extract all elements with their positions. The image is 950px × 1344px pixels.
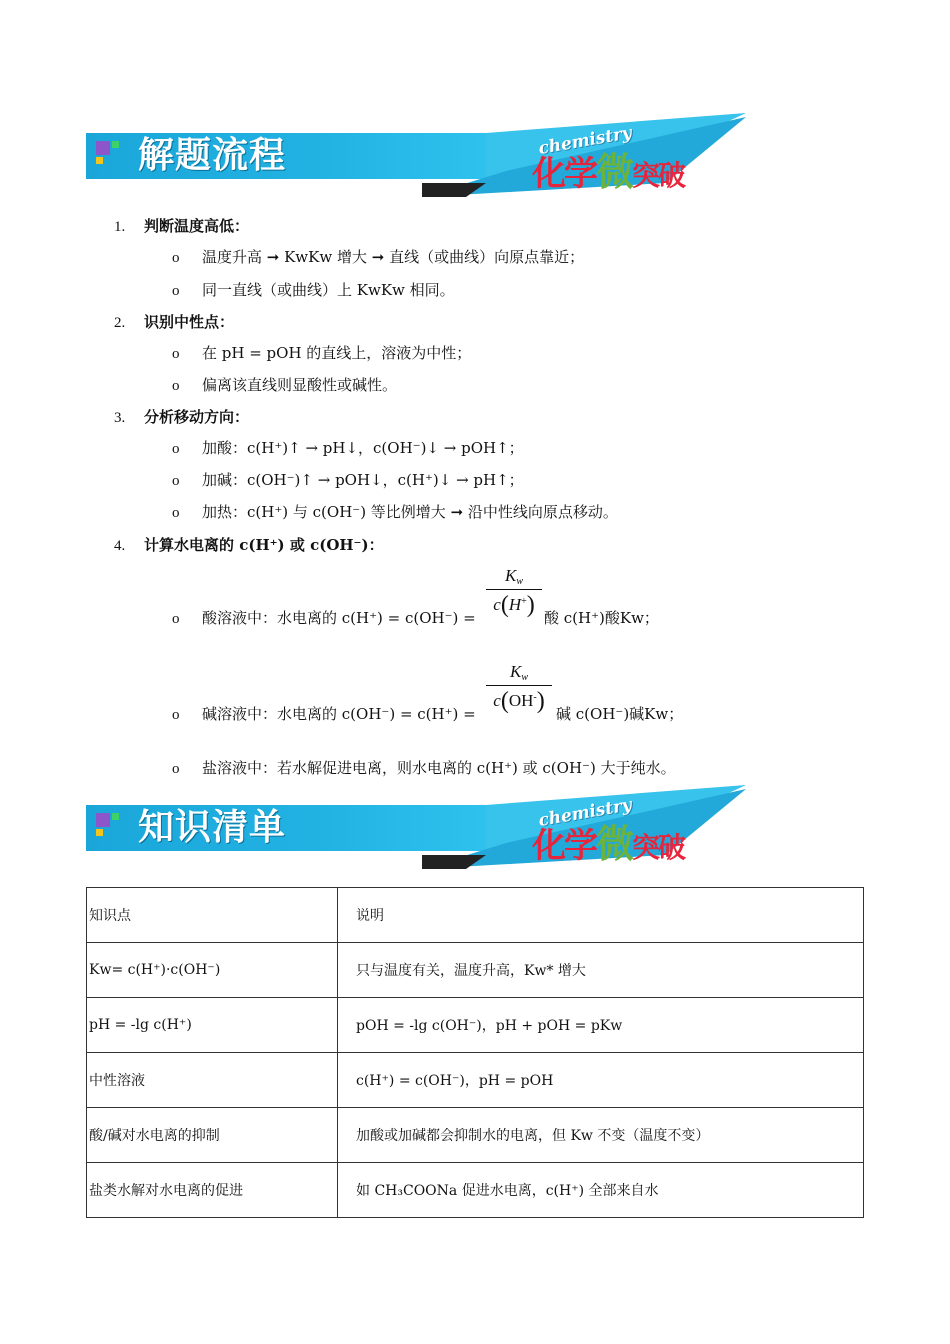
step-item: o 同一直线（或曲线）上 KwKw 相同。 bbox=[172, 281, 455, 299]
table-cell: 加酸或加碱都会抑制水的电离，但 Kw 不变（温度不变） bbox=[338, 1108, 864, 1163]
step-heading: 4. 计算水电离的 c(H⁺) 或 c(OH⁻)： bbox=[114, 536, 384, 554]
table-cell: pOH = -lg c(OH⁻)，pH + pOH = pKw bbox=[338, 998, 864, 1053]
step-item: o 酸溶液中：水电离的 c(H⁺) = c(OH⁻) = bbox=[172, 609, 476, 627]
step-item: o 偏离该直线则显酸性或碱性。 bbox=[172, 376, 398, 394]
table-cell: 中性溶液 bbox=[87, 1053, 338, 1108]
formula-tail: 酸 c(H⁺)酸Kw； bbox=[544, 609, 659, 627]
fraction-base: $K_w$ c(OH-) bbox=[486, 662, 552, 715]
step-item: o 盐溶液中：若水解促进电离，则水电离的 c(H⁺) 或 c(OH⁻) 大于纯水。 bbox=[172, 759, 676, 777]
banner-logo-square-icon bbox=[96, 813, 110, 827]
table-row bbox=[87, 1053, 864, 1108]
banner-logo-square-icon bbox=[96, 157, 103, 164]
banner-logo-square-icon bbox=[96, 829, 103, 836]
table-cell: Kw= c(H⁺)·c(OH⁻) bbox=[87, 943, 338, 998]
step-heading: 1. 判断温度高低： bbox=[114, 217, 250, 235]
table-header-row bbox=[87, 888, 864, 943]
brand-chinese: 化学微突破 bbox=[532, 150, 685, 194]
step-item: o 加酸：c(H⁺)↑ → pH↓，c(OH⁻)↓ → pOH↑； bbox=[172, 439, 524, 457]
section-banner-knowledge bbox=[86, 785, 746, 875]
section-title: 解题流程 bbox=[138, 135, 287, 176]
table-cell: 如 CH₃COONa 促进水电离，c(H⁺) 全部来自水 bbox=[338, 1163, 864, 1218]
step-heading: 2. 识别中性点： bbox=[114, 313, 235, 331]
table-cell: 说明 bbox=[338, 888, 864, 943]
banner-logo-square-icon bbox=[112, 141, 119, 148]
brand-english: chemistry bbox=[536, 122, 634, 160]
step-heading: 3. 分析移动方向： bbox=[114, 408, 250, 426]
table-row bbox=[87, 1163, 864, 1218]
banner-logo-square-icon bbox=[112, 813, 119, 820]
step-item: o 加碱：c(OH⁻)↑ → pOH↓，c(H⁺)↓ → pH↑； bbox=[172, 471, 524, 489]
formula-tail: 碱 c(OH⁻)碱Kw； bbox=[556, 705, 684, 723]
banner-logo-square-icon bbox=[96, 141, 110, 155]
table-cell: 酸/碱对水电离的抑制 bbox=[87, 1108, 338, 1163]
step-item: o 加热：c(H⁺) 与 c(OH⁻) 等比例增大 ➞ 沿中性线向原点移动。 bbox=[172, 503, 618, 521]
table-row bbox=[87, 998, 864, 1053]
table-cell: pH = -lg c(H⁺) bbox=[87, 998, 338, 1053]
table-row bbox=[87, 1108, 864, 1163]
step-item: o 在 pH = pOH 的直线上，溶液为中性； bbox=[172, 344, 472, 362]
table-cell: c(H⁺) = c(OH⁻)，pH = pOH bbox=[338, 1053, 864, 1108]
fraction-acid: $K_w$ c(H+) bbox=[486, 566, 542, 619]
brand-english: chemistry bbox=[536, 794, 634, 832]
brand-chinese: 化学微突破 bbox=[532, 822, 685, 866]
table-row bbox=[87, 943, 864, 998]
step-item: o 温度升高 ➞ KwKw 增大 ➞ 直线（或曲线）向原点靠近； bbox=[172, 248, 585, 266]
section-banner-process bbox=[86, 113, 746, 203]
table-cell: 知识点 bbox=[87, 888, 338, 943]
table-cell: 只与温度有关，温度升高，Kw* 增大 bbox=[338, 943, 864, 998]
section-title: 知识清单 bbox=[138, 807, 287, 848]
step-item: o 碱溶液中：水电离的 c(OH⁻) = c(H⁺) = bbox=[172, 705, 476, 723]
table-cell: 盐类水解对水电离的促进 bbox=[87, 1163, 338, 1218]
knowledge-table bbox=[86, 887, 864, 1218]
